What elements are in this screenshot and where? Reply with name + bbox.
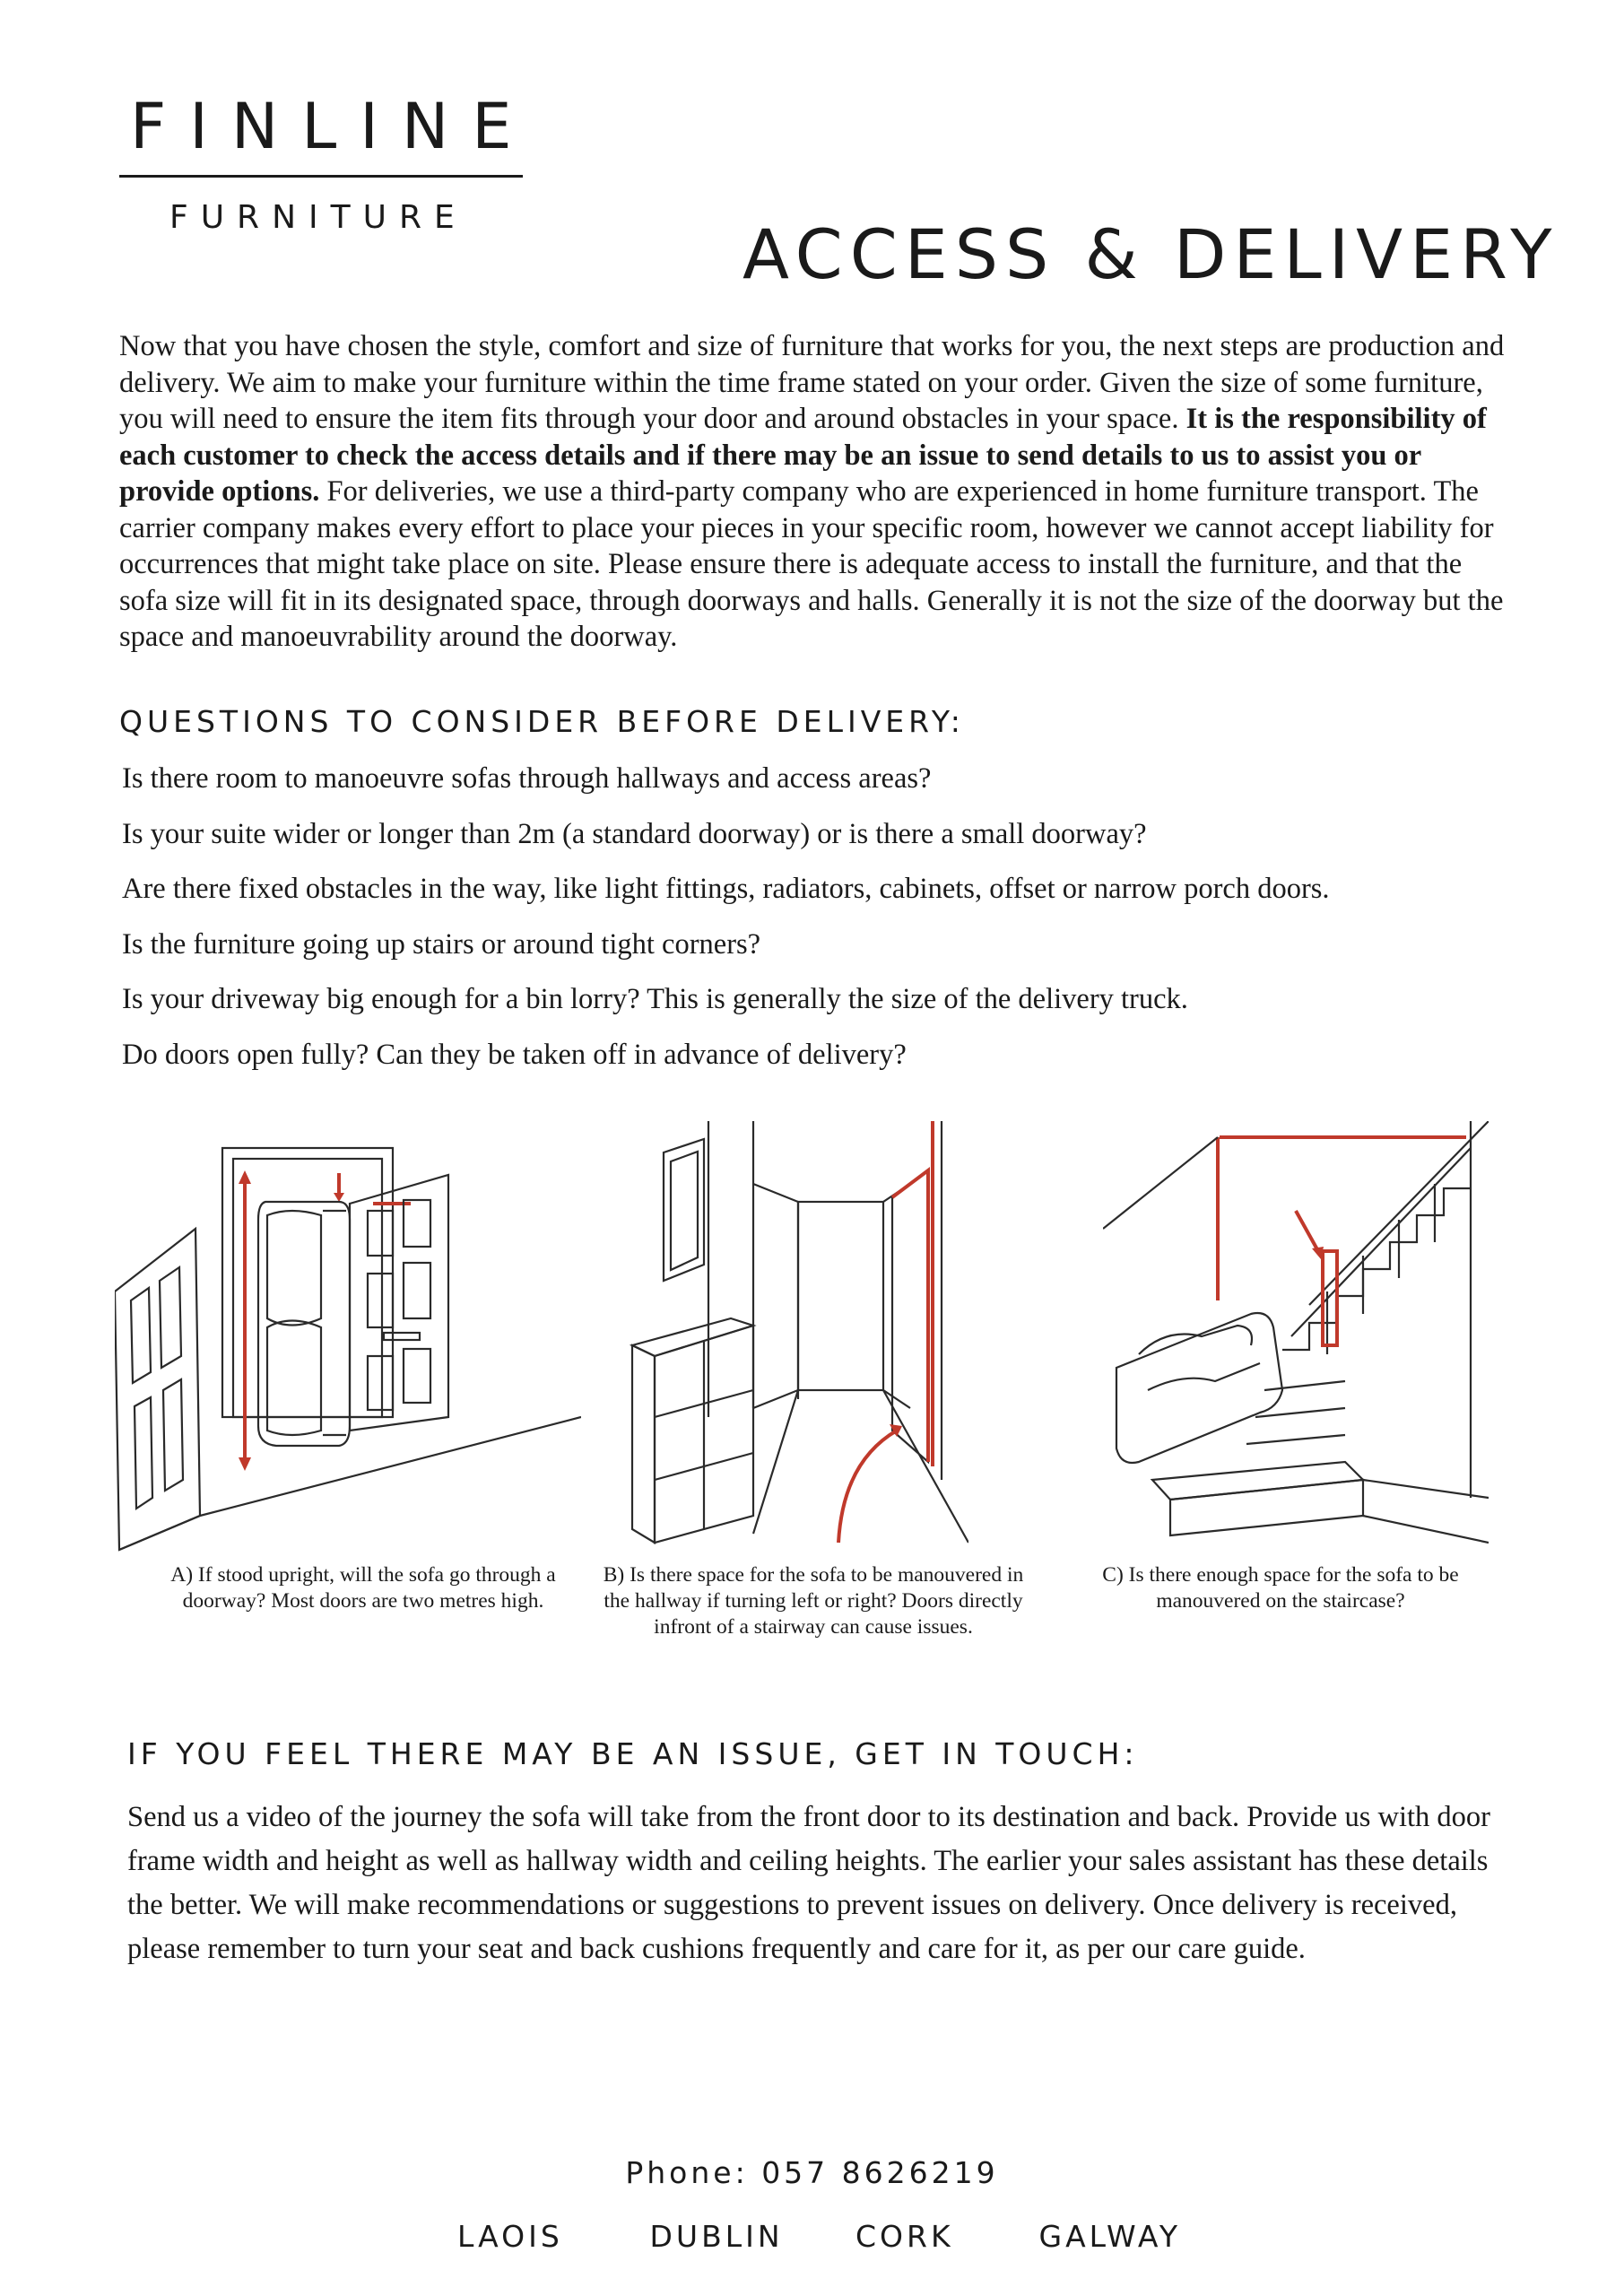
question-item: Is the furniture going up stairs or around tight corners? (122, 927, 761, 961)
question-item: Is your driveway big enough for a bin lorry? This is generally the size of the delivery truck. (122, 983, 1188, 1015)
locations-list (457, 2219, 1181, 2254)
logo-subtitle: FURNITURE (169, 199, 467, 236)
logo-divider (119, 175, 523, 178)
logo-wordmark: FINLINE (130, 90, 535, 163)
intro-text-1: Now that you have chosen the style, comfort and size of furniture that works for you, the next steps are production and delivery. We aim to make your furniture within the time frame stated on your order. Given the size of some furniture, you will need to ensure the item fits through your door and around obstacles in your space. (119, 330, 1505, 435)
question-item: Is your suite wider or longer than 2m (a standard doorway) or is there a small doorway? (122, 817, 1147, 850)
contact-heading: IF YOU FEEL THERE MAY BE AN ISSUE, GET IN TOUCH: (127, 1736, 1139, 1771)
sofa-doorway-drawing (115, 1121, 581, 1552)
page-title: ACCESS & DELIVERY (743, 213, 1559, 294)
brand-logo (119, 90, 535, 242)
contact-paragraph: Send us a video of the journey the sofa will take from the front door to its destination and back. Provide us with door frame width and height as well as hallway width and ceiling heights. The earlier your sales assistant has these details the better. We will make recommendations or suggestions to prevent issues on delivery. Once delivery is received, please remember to turn your seat and back cushions frequently and care for it, as per our care guide. (127, 1801, 1490, 1965)
question-item: Do doors open fully? Can they be taken off in advance of delivery? (122, 1038, 907, 1071)
question-item: Is there room to manoeuvre sofas through hallways and access areas? (122, 762, 932, 795)
caption-hallway: B) Is there space for the sofa to be manouvered in the hallway if turning left or right? Doors directly infront of a stairway can cause issues. (603, 1563, 1024, 1639)
location-item: CORK (855, 2219, 954, 2254)
location-item: DUBLIN (649, 2219, 784, 2254)
staircase-drawing (1103, 1121, 1489, 1552)
hallway-drawing (628, 1121, 968, 1552)
staircase-illustration (1103, 1121, 1489, 1552)
caption-doorway: A) If stood upright, will the sofa go through a doorway? Most doors are two metres high. (170, 1563, 556, 1613)
hallway-illustration (628, 1121, 968, 1552)
questions-list (122, 761, 1330, 1091)
questions-heading: QUESTIONS TO CONSIDER BEFORE DELIVERY: (119, 704, 965, 739)
location-item: GALWAY (1038, 2219, 1181, 2254)
sofa-doorway-illustration (115, 1121, 581, 1552)
intro-paragraph (119, 328, 1511, 656)
intro-text-2: For deliveries, we use a third-party company who are experienced in home furniture transport. The carrier company makes every effort to place your pieces in your specific room, however we cannot accept liability for occurrences that might take place on site. Please ensure there is adequate access to install the furniture, and that the sofa size will fit in its designated space, through doorways and halls. Generally it is not the size of the doorway but the space and manoeuvrability around the doorway. (119, 475, 1504, 653)
caption-staircase: C) Is there enough space for the sofa to be manouvered on the staircase? (1102, 1563, 1459, 1613)
location-item: LAOIS (457, 2219, 563, 2254)
intro-bold-text: It is the responsibility of each customer to check the access details and if there may be an issue to send details to us to assist you or provide options. (119, 403, 1487, 508)
question-item: Are there fixed obstacles in the way, like light fittings, radiators, cabinets, offset or narrow porch doors. (122, 873, 1330, 905)
phone-number: Phone: 057 8626219 (625, 2155, 999, 2190)
